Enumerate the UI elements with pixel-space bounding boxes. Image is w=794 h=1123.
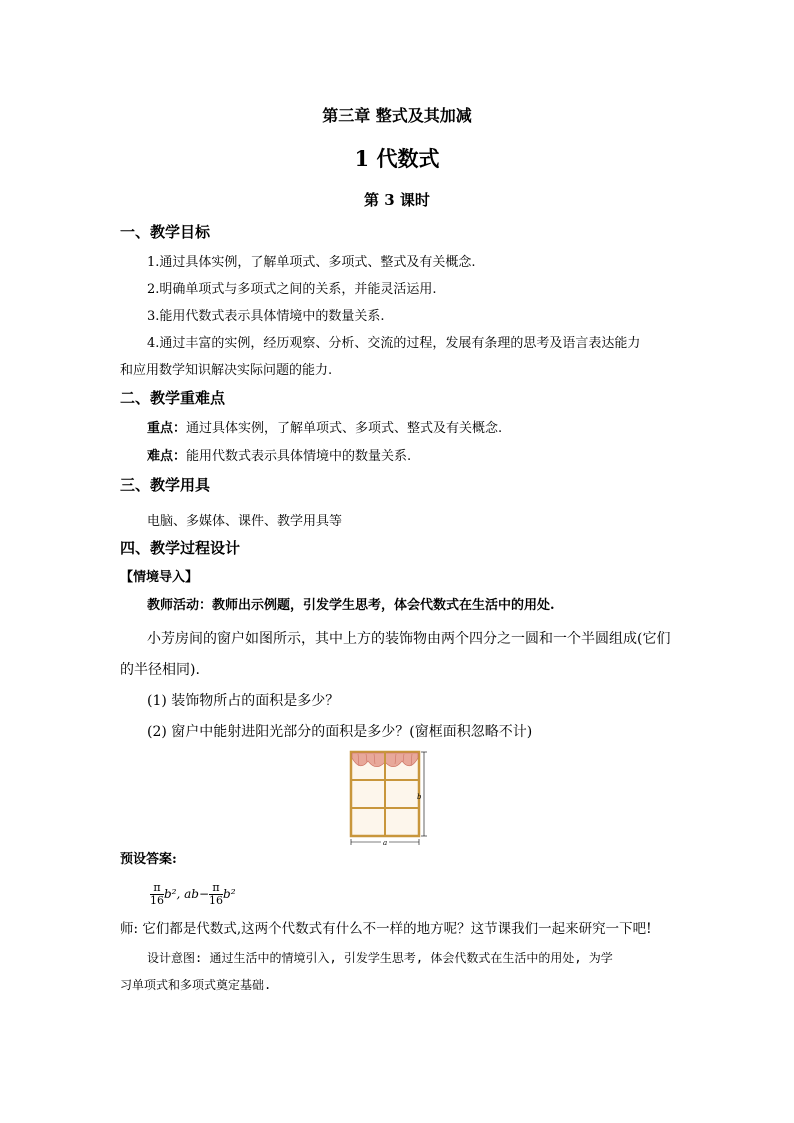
question-2: (2) 窗户中能射进阳光部分的面积是多少？(窗框面积忽略不计) [147, 724, 533, 740]
teacher-line: 师: 它们都是代数式,这两个代数式有什么不一样的地方呢？这节课我们一起来研究一下吧! [120, 921, 652, 937]
answer-expression [150, 882, 236, 907]
fraction-pi-16-second: $\frac{\pi}{16}$ [209, 881, 224, 907]
goal-item-3: 3.能用代数式表示具体情境中的数量关系. [147, 309, 385, 324]
question-1: (1) 装饰物所占的面积是多少？ [147, 693, 340, 709]
figure-label-a: a [383, 839, 388, 847]
key-point-label: 重点： [147, 421, 187, 436]
answer-b2-second: b² [223, 887, 236, 901]
goal-item-4: 4.通过丰富的实例，经历观察、分析、交流的过程，发展有条理的思考及语言表达能力 [147, 336, 641, 351]
design-intent-line-2: 习单项式和多项式奠定基础. [120, 978, 272, 992]
answer-label: 预设答案: [120, 852, 177, 867]
lesson-period: 第 3 课时 [364, 191, 430, 209]
key-point-text: 通过具体实例，了解单项式、多项式、整式及有关概念. [186, 421, 503, 436]
teacher-activity: 教师活动：教师出示例题，引发学生思考，体会代数式在生活中的用处. [147, 598, 555, 613]
section-goals-heading: 一、教学目标 [120, 223, 211, 241]
design-intent-line-1: 设计意图: 通过生活中的情境引入, 引发学生思考, 体会代数式在生活中的用处, 为学 [147, 951, 613, 965]
lesson-title: 1 代数式 [354, 146, 440, 171]
section-process-heading: 四、教学过程设计 [120, 539, 241, 557]
goal-item-4-cont: 和应用数学知识解决实际问题的能力. [120, 363, 333, 378]
problem-line-2: 的半径相同). [120, 662, 200, 678]
answer-separator: , ab− [176, 887, 210, 901]
figure-label-b: b [417, 793, 422, 801]
section-keypoints-heading: 二、教学重难点 [120, 389, 226, 407]
tools-text: 电脑、多媒体、课件、教学用具等 [147, 514, 343, 529]
window-figure [346, 748, 436, 848]
key-point [147, 421, 502, 437]
goal-item-2: 2.明确单项式与多项式之间的关系，并能灵活运用. [147, 282, 437, 297]
answer-b2-first: b² [164, 887, 177, 901]
intro-tag: 【情境导入】 [120, 570, 199, 585]
section-tools-heading: 三、教学用具 [120, 476, 211, 494]
fraction-pi-16: $\frac{\pi}{16}$ [150, 881, 164, 907]
goal-item-1: 1.通过具体实例，了解单项式、多项式、整式及有关概念. [147, 255, 476, 270]
difficult-point [147, 449, 411, 465]
chapter-heading: 第三章 整式及其加减 [322, 106, 472, 125]
problem-line-1: 小芳房间的窗户如图所示，其中上方的装饰物由两个四分之一圆和一个半圆组成(它们 [147, 631, 671, 647]
difficult-point-label: 难点： [147, 449, 187, 464]
difficult-point-text: 能用代数式表示具体情境中的数量关系. [186, 449, 412, 464]
